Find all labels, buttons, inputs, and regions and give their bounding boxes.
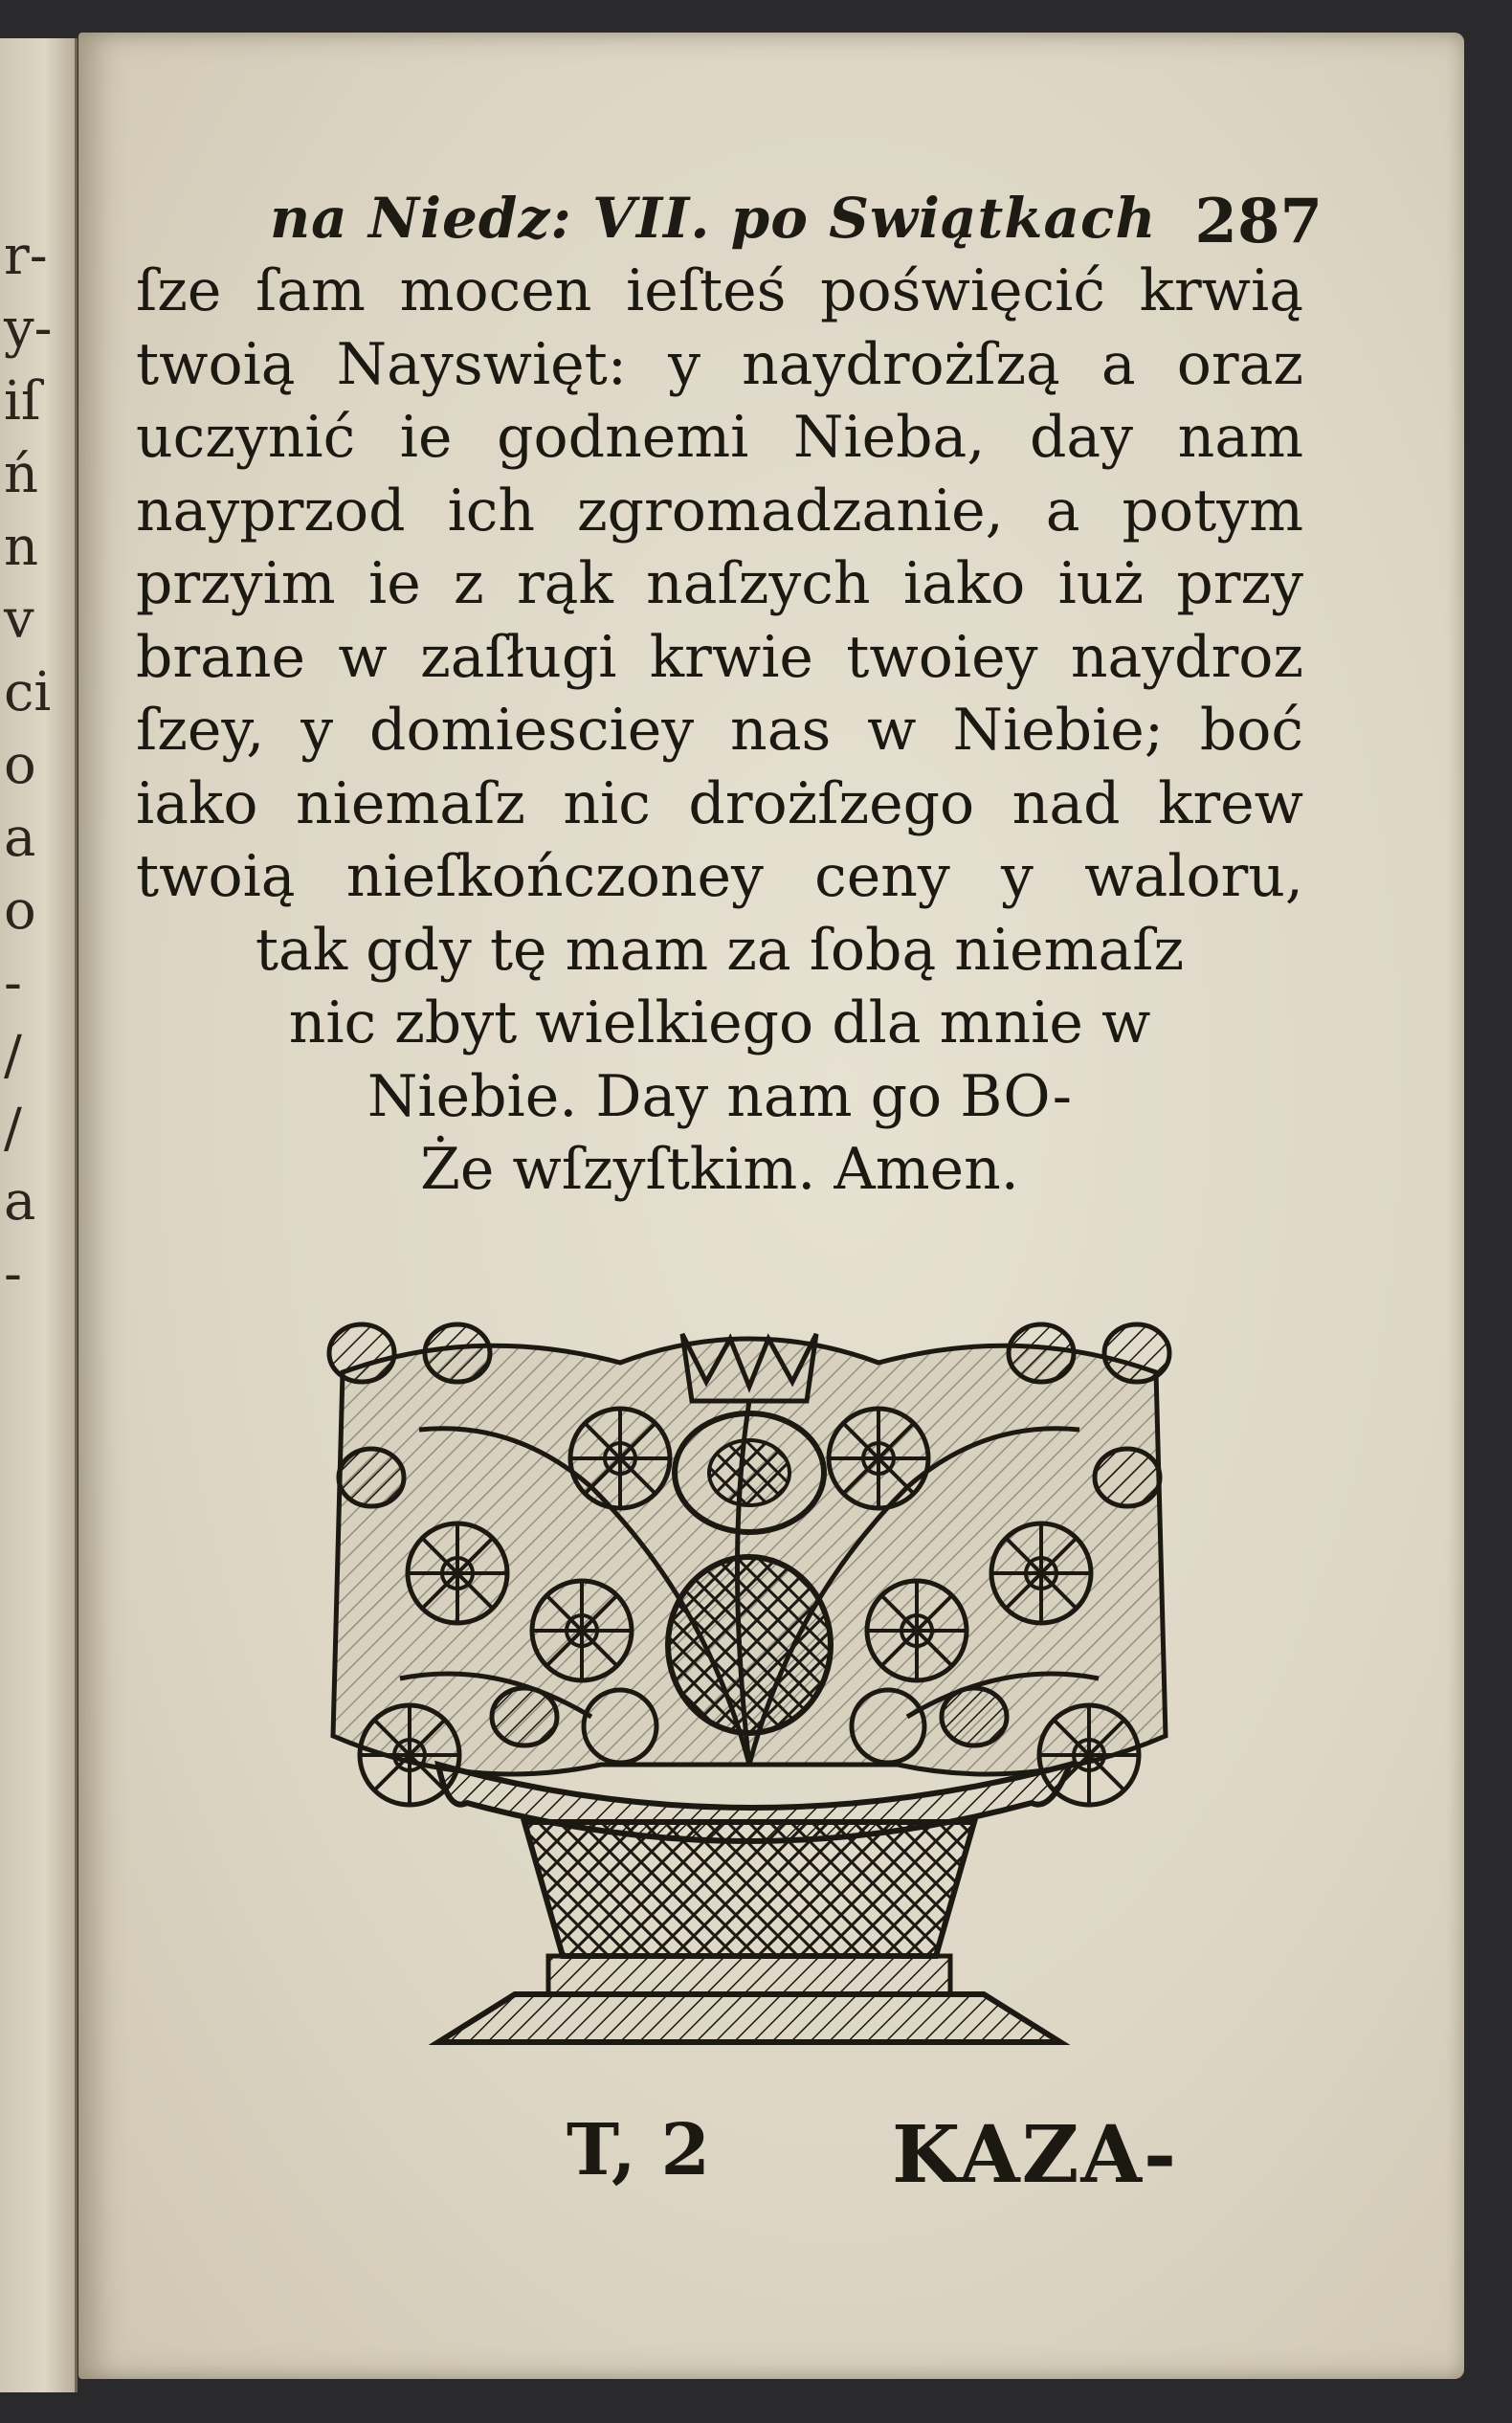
text-line: iako niemaſz nic drożſzego nad krew — [136, 769, 1303, 837]
text-line: nayprzod ich zgromadzanie, a potym — [136, 477, 1303, 545]
text-line: ſzey, y domiesciey nas w Niebie; boć — [136, 697, 1303, 764]
text-line: twoią nieſkończoney ceny y waloru, — [136, 843, 1303, 910]
catchword: KAZA- — [892, 2109, 1179, 2201]
left-page-fragment: n — [4, 516, 39, 578]
text-line-centered: nic zbyt wielkiego dla mnie w — [288, 989, 1151, 1056]
signature-mark: T, 2 — [567, 2109, 710, 2191]
text-line: uczynić ie godnemi Nieba, day nam — [136, 404, 1303, 471]
text-line: przyim ie z rąk naſzych iako iuż przy — [136, 550, 1303, 617]
left-page-fragment: r- — [4, 225, 48, 287]
left-page-fragment: ci — [4, 661, 52, 723]
left-page-edge — [0, 38, 78, 2392]
left-page-fragment: y- — [4, 298, 53, 360]
left-page-fragment: / — [4, 1098, 22, 1160]
left-page-fragment: / — [4, 1025, 22, 1087]
left-page-fragment: ń — [4, 443, 39, 505]
running-head: na Niedz: VII. po Swiątkach — [270, 186, 1157, 251]
body-text — [136, 255, 1303, 1207]
text-line-centered: Że wſzyſtkim. Amen. — [420, 1136, 1019, 1203]
page-header — [270, 147, 1323, 257]
left-page-fragment: a — [4, 807, 36, 869]
left-page-fragment: a — [4, 1170, 36, 1233]
flower-basket-woodcut — [304, 1315, 1194, 2061]
text-line: brane w zaſługi krwie twoiey naydroz — [136, 623, 1303, 691]
page-number: 287 — [1194, 186, 1323, 257]
left-page-fragment: v — [4, 589, 34, 651]
left-page-fragment: o — [4, 879, 36, 942]
text-line: twoią Nayswięt: y naydrożſzą a oraz — [136, 330, 1303, 398]
text-line: ſze ſam mocen ieſteś poświęcić krwią — [136, 257, 1303, 324]
left-page-fragment: - — [4, 1243, 22, 1305]
text-line-centered: Niebie. Day nam go BO- — [367, 1062, 1073, 1130]
book-page — [78, 33, 1464, 2379]
page-footer — [78, 2100, 1464, 2234]
text-line-centered: tak gdy tę mam za ſobą niemaſz — [255, 916, 1185, 984]
left-page-fragment: iſ — [4, 370, 41, 433]
left-page-fragment: o — [4, 734, 36, 796]
left-page-fragment: - — [4, 952, 22, 1014]
